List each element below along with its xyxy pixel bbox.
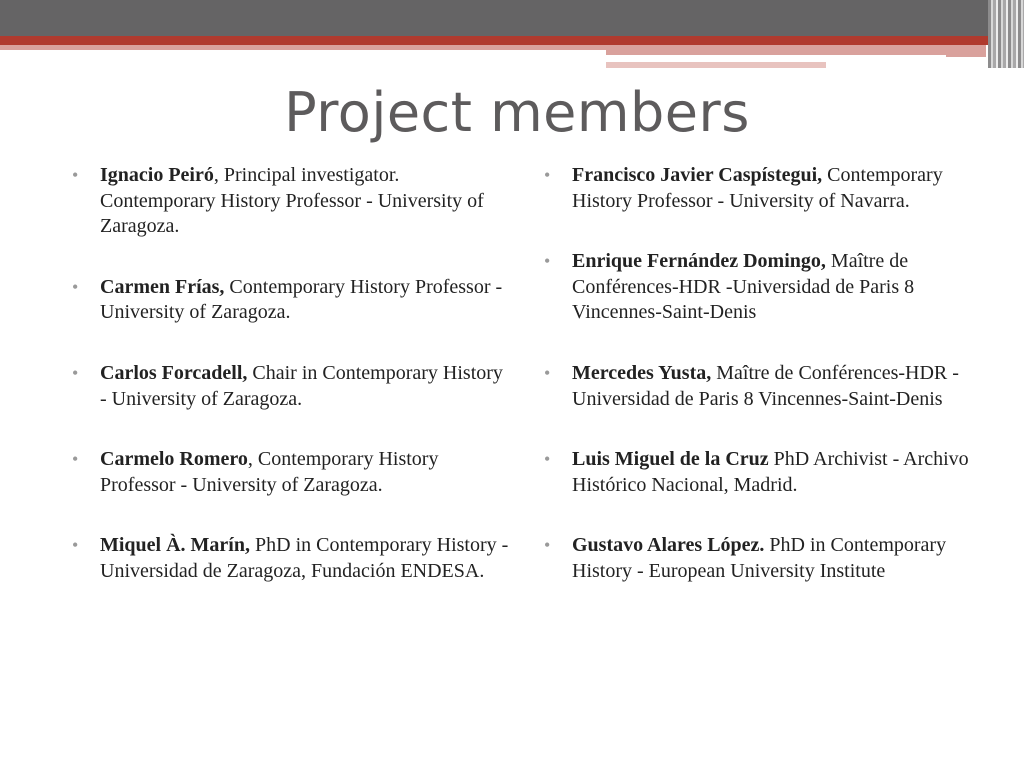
left-member-list xyxy=(70,163,510,620)
list-item xyxy=(70,361,510,412)
member-description: PhD in Contemporary History - Universidad de Zaragoza, Fundación ENDESA. xyxy=(100,534,509,582)
member-name: Miquel À. Marín, xyxy=(100,534,250,557)
member-description: Contemporary History Professor - University of Navarra. xyxy=(572,164,943,212)
list-item xyxy=(542,533,982,584)
member-name: Carmelo Romero xyxy=(100,448,248,471)
member-description: PhD in Contemporary History - European University Institute xyxy=(572,534,947,582)
list-item xyxy=(542,447,982,498)
header-stripes xyxy=(988,0,1024,68)
member-description: , Contemporary History Professor - University of Zaragoza. xyxy=(100,448,439,496)
list-item xyxy=(542,249,982,326)
list-item xyxy=(542,163,982,214)
member-description: PhD Archivist - Archivo Histórico Nacional, Madrid. xyxy=(572,448,969,496)
member-name: Luis Miguel de la Cruz xyxy=(572,448,769,471)
member-name: Ignacio Peiró xyxy=(100,164,214,186)
member-description: Maître de Conférences-HDR -Universidad de Paris 8 Vincennes-Saint-Denis xyxy=(572,361,959,410)
member-description: Chair in Contemporary History - University of Zaragoza. xyxy=(100,361,503,410)
header-band-pink xyxy=(0,45,606,50)
member-description: Contemporary History Professor - University of Zaragoza. xyxy=(100,275,503,324)
right-member-list xyxy=(542,163,982,620)
slide-title: Project members xyxy=(284,81,750,144)
member-name: Enrique Fernández Domingo, xyxy=(572,250,826,273)
header-band-line xyxy=(606,55,946,57)
list-item xyxy=(70,533,510,584)
member-description: , Principal investigator. Contemporary History Professor - University of Zaragoza. xyxy=(100,164,484,238)
member-description: Maître de Conférences-HDR -Universidad de Paris 8 Vincennes-Saint-Denis xyxy=(572,250,915,324)
member-name: Francisco Javier Caspístegui, xyxy=(572,164,823,186)
member-name: Mercedes Yusta, xyxy=(572,361,712,384)
member-name: Carmen Frías, xyxy=(100,275,225,298)
member-name: Carlos Forcadell, xyxy=(100,361,248,384)
list-item xyxy=(542,361,982,412)
member-name: Gustavo Alares López. xyxy=(572,534,765,557)
list-item xyxy=(70,447,510,498)
list-item xyxy=(70,275,510,326)
header-band-red xyxy=(0,36,1024,45)
header-band-pink-lower xyxy=(606,62,826,68)
list-item xyxy=(70,163,510,240)
header-band-gray xyxy=(0,0,1024,36)
